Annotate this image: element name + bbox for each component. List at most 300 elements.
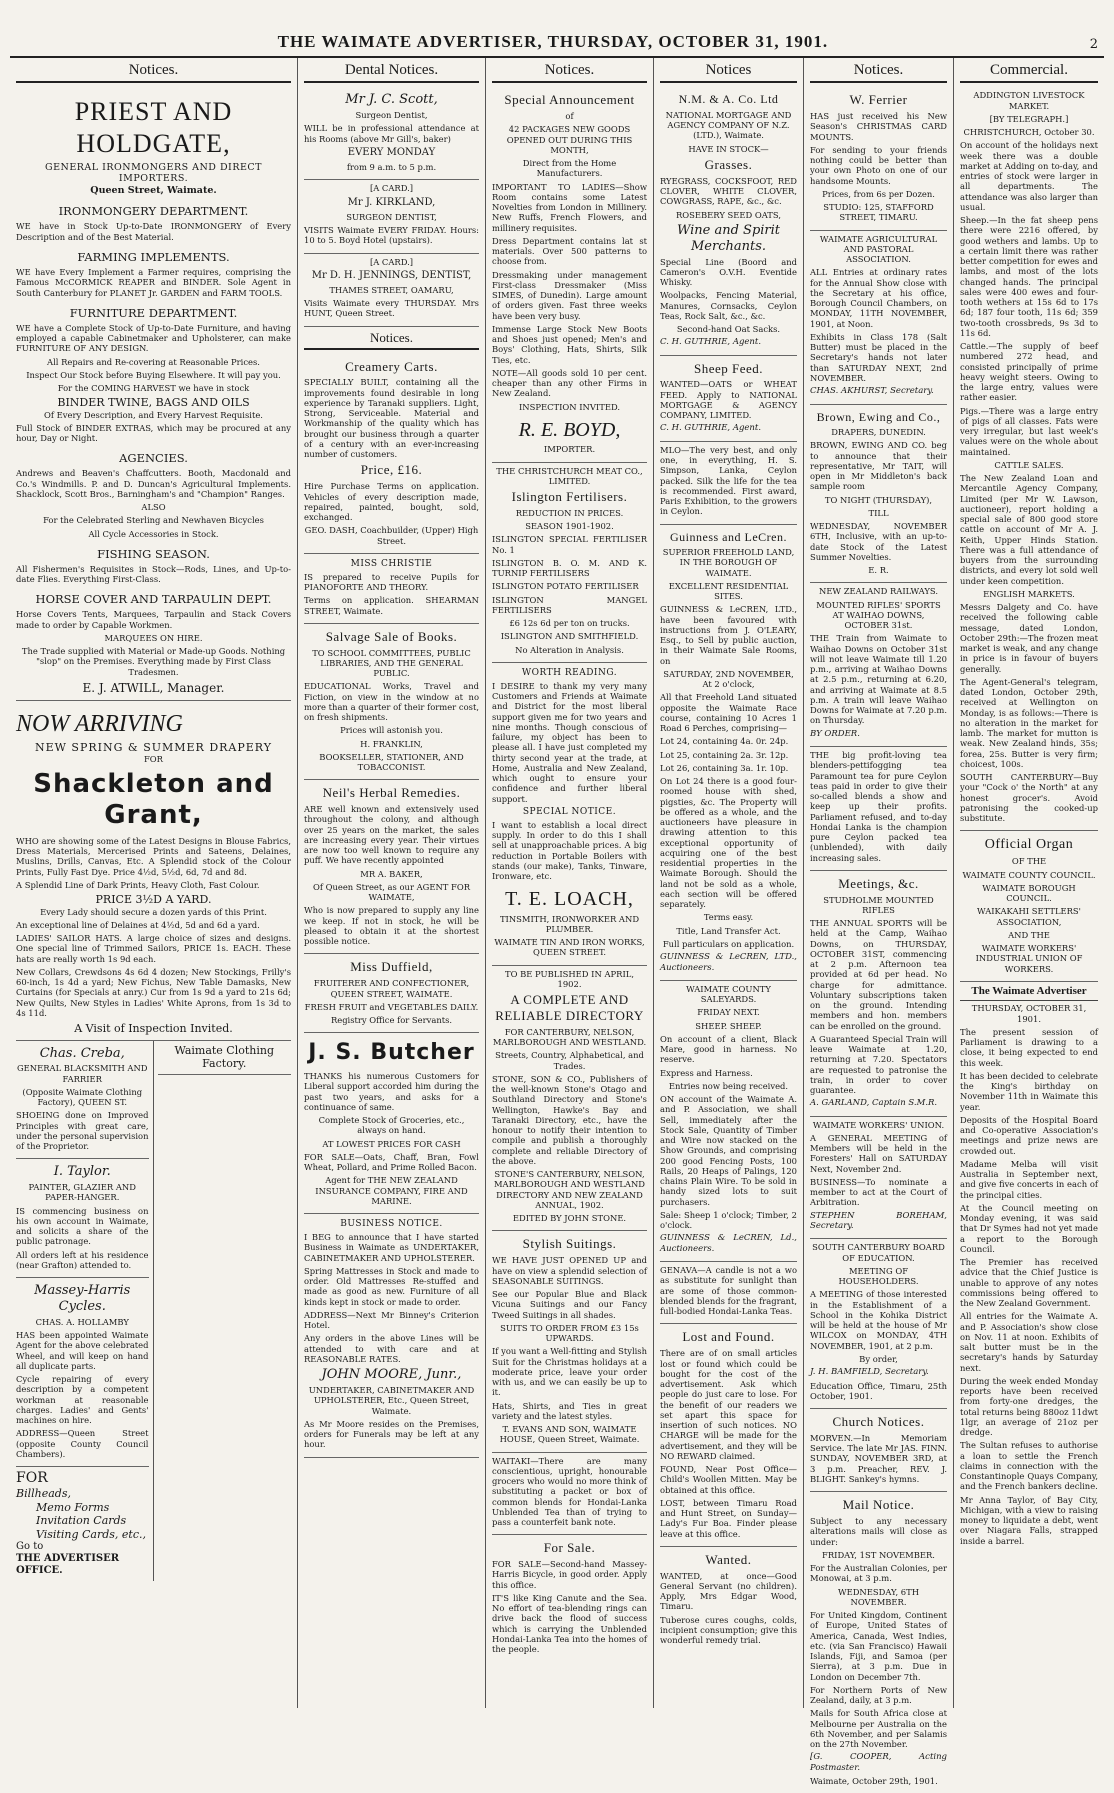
printing-item-1: Billheads, bbox=[16, 1487, 71, 1501]
column-notices-1 bbox=[10, 58, 298, 1708]
duffield-registry: Registry Office for Servants. bbox=[330, 1015, 453, 1026]
loach-name: T. E. LOACH, bbox=[505, 888, 634, 911]
grasses-heading: Grasses. bbox=[704, 156, 753, 172]
stylish-suitings-ad bbox=[492, 1231, 647, 1452]
dept-ironmongery: IRONMONGERY DEPARTMENT. bbox=[58, 204, 249, 219]
printing-item-3: Invitation Cards bbox=[36, 1514, 127, 1528]
christie-ad bbox=[304, 554, 479, 624]
householders-heading: MEETING OF HOUSEHOLDERS. bbox=[838, 1265, 919, 1287]
guinness-heading: Guinness and LeCren. bbox=[670, 529, 787, 544]
stylish-text-2: See our Popular Blue and Black Vicuna Suitings and our Fancy Tweed Suitings in all shades. bbox=[492, 1289, 647, 1320]
householders-text: A MEETING of those interested in the Establishment of a School in the Kohika District will be held at the house of Mr WILCOX on MONDAY, 4TH NOVEMBER, 1901, at 2 p.m. bbox=[810, 1289, 947, 1351]
mail-ad bbox=[810, 1492, 947, 1793]
massey-harris-ad bbox=[16, 1278, 149, 1467]
business-address: ADDRESS—Next Mr Binney's Criterion Hotel. bbox=[304, 1309, 479, 1331]
price-note: Every Lady should secure a dozen yards of this Print. bbox=[40, 906, 267, 917]
editorial-9: The Sultan refuses to authorise a loan to settle the French claims in connection with the Constantinople Quays Company, and the French bankers decline. bbox=[960, 1440, 1098, 1492]
brown-ewing-ad bbox=[810, 405, 947, 584]
studio-address: STUDIO: 125, STAFFORD STREET, TIMARU. bbox=[823, 202, 934, 223]
column-header: Notices. bbox=[492, 61, 647, 83]
lost-found-heading: Lost and Found. bbox=[682, 1329, 775, 1345]
worth-text: I DESIRE to thank my very many Customers and Friends at Waimate and District for the most liberal support given me for two years and nine months. Though conscious of failure, my object has been to please all. I have just completed my thirty second year at the trade, at Home, Australia and New Zealand, which ought to ensure your confidence and further liberal support. bbox=[492, 680, 647, 804]
cattle-sales-text: The New Zealand Loan and Mercantile Agency Company, Limited (per Mr W. Lawson, auctioneer), report holding a special sale of 800 good store cattle on account of Mr A. J. Keith, Upper Hinds Station. There was a full attendance of buyers from the surrounding districts, and every lot sold well under keen competition. bbox=[960, 473, 1098, 586]
market-heading: ADDINGTON LIVESTOCK MARKET. bbox=[973, 90, 1085, 111]
smithfield: ISLINGTON AND SMITHFIELD. bbox=[500, 631, 639, 642]
printing-for: FOR bbox=[16, 1470, 48, 1487]
editorial-3: Deposits of the Hospital Board and Co-operative Association's meetings and prize news are crowded out. bbox=[960, 1114, 1098, 1156]
duffield-text: FRESH FRUIT and VEGETABLES DAILY. bbox=[304, 1001, 479, 1012]
page-number: 2 bbox=[1089, 37, 1098, 52]
business-notice-ad bbox=[304, 1214, 479, 1457]
guinness-text-2: All that Freehold Land situated opposite the Waimate Race course, containing 10 Acres 1 Road 6 Perches, comprising— bbox=[660, 692, 797, 734]
english-text-2: The Agent-General's telegram, dated London, October 29th, received at Wellington on Monday, is as follows:—There is no alteration in the market for lamb. The market for mutton is weak. New Zealand hinds, 35s; forea, 25s. Butter is very firm; choicest, 100s. bbox=[960, 676, 1098, 769]
brown-text: BROWN, EWING AND CO. beg to announce that their representative, Mr TAIT, will open in Mr Middleton's back sample room bbox=[810, 440, 947, 492]
mail-date: Waimate, October 29th, 1901. bbox=[810, 1775, 938, 1786]
creba-name: Chas. Creba, bbox=[39, 1045, 125, 1061]
edited-by: EDITED BY JOHN STONE. bbox=[512, 1213, 627, 1224]
sheep-feed-ad bbox=[660, 356, 797, 442]
title-note: Title, Land Transfer Act. bbox=[676, 925, 781, 936]
suits-price: SUITS TO ORDER FROM £3 15s UPWARDS. bbox=[500, 1322, 639, 1344]
wap-text-2: Exhibits in Class 178 (Salt Butter) must be placed in the Secretary's hands not later than SATURDAY NEXT, 2nd NOVEMBER. bbox=[810, 331, 947, 383]
church-heading: Church Notices. bbox=[832, 1414, 925, 1430]
wanted-text: WANTED, at once—Good General Servant (no children). Apply, Mrs Edgar Wood, Timaru. bbox=[660, 1570, 797, 1612]
stylish-heading: Stylish Suitings. bbox=[522, 1236, 617, 1252]
kirkland-ad bbox=[304, 180, 479, 253]
baker-sub: Of Queen Street, as our AGENT FOR WAIMATE, bbox=[312, 881, 471, 903]
new-goods-line: New Collars, Crewdsons 4s 6d 4 dozen; New Stockings, Frilly's 60-inch, 1s 4d a yard; New Fichus, New Table Damasks, New Curtains (for Specials at anry.) Cur from 1s 9d a yard to 21s 6d; New Quilts, New Styles in Ladies' White Aprons, from 1s 3d to 4s 11d. bbox=[16, 966, 291, 1018]
reduction: REDUCTION IN PRICES. bbox=[515, 507, 624, 518]
clothing-factory-heading: Waimate Clothing Factory. bbox=[174, 1043, 275, 1070]
note-text: NOTE—All goods sold 10 per cent. cheaper than any other Firms in New Zealand. bbox=[492, 367, 647, 399]
directory-sub: Streets, Country, Alphabetical, and Trades. bbox=[495, 1050, 644, 1071]
marquees-hire: MARQUEES ON HIRE. bbox=[104, 632, 203, 643]
printing-item-2: Memo Forms bbox=[36, 1500, 110, 1514]
massey-heading: Massey-Harris Cycles. bbox=[34, 1283, 131, 1315]
jennings-ad bbox=[304, 254, 479, 327]
horse-cover-text: Horse Covers Tents, Marquees, Tarpaulin and Stack Covers made to order by Capable Workmen. bbox=[16, 609, 291, 630]
trade-note: The Trade supplied with Material or Made-up Goods. Nothing "slop" on the Premises. Everything made by First Class Tradesmen. bbox=[21, 646, 286, 677]
mail-heading: Mail Notice. bbox=[842, 1497, 915, 1513]
now-arriving-heading: NOW ARRIVING bbox=[16, 710, 183, 737]
massey-agent: CHAS. A. HOLLAMBY bbox=[35, 1316, 129, 1327]
railways-ad bbox=[810, 583, 947, 747]
moore-sub: UNDERTAKER, CABINETMAKER AND UPHOLSTERER, Etc., Queen Street, Waimate. bbox=[308, 1385, 475, 1416]
creba-ad bbox=[16, 1041, 149, 1160]
english-markets-heading: ENGLISH MARKETS. bbox=[983, 588, 1075, 599]
fertiliser-3: ISLINGTON POTATO FERTILISER bbox=[492, 581, 639, 592]
wine-text: Special Line (Boord and Cameron's O.V.H. Eventide Whisky. bbox=[660, 256, 797, 287]
organ-4: WAIMATE WORKERS' INDUSTRIAL UNION OF WORKERS. bbox=[975, 943, 1083, 974]
editorial-1: The present session of Parliament is drawing to a close, it being expected to end this week. bbox=[960, 1026, 1098, 1068]
second-hand-sacks: Second-hand Oat Sacks. bbox=[676, 324, 781, 334]
creba-address: (Opposite Waimate Clothing Factory), QUEEN ST. bbox=[22, 1086, 143, 1108]
auctioneer-signature-2: GUINNESS & LeCREN, Ld., Auctioneers. bbox=[660, 1233, 797, 1254]
harvest-intro: For the COMING HARVEST we have in stock bbox=[57, 383, 250, 394]
shackleton-grant-name: Shackleton and Grant, bbox=[33, 768, 274, 831]
dept-furniture: FURNITURE DEPARTMENT. bbox=[69, 305, 238, 320]
delaines-line: An exceptional line of Delaines at 4½d, 5d and 6d a yard. bbox=[16, 919, 260, 930]
have-in-stock: HAVE IN STOCK— bbox=[688, 143, 769, 154]
fertiliser-heading: Islington Fertilisers. bbox=[511, 489, 628, 505]
dress-text: Dress Department contains lat st materials. Over 500 patterns to choose from. bbox=[492, 235, 647, 267]
special-direct: Direct from the Home Manufacturers. bbox=[522, 158, 617, 179]
butcher-heading: J. S. Butcher bbox=[308, 1040, 475, 1066]
and-the: AND THE bbox=[1008, 929, 1050, 940]
found-notice: FOUND, Near Post Office—Child's Woollen Mitten. May be obtained at this office. bbox=[660, 1464, 797, 1495]
brown-sub: DRAPERS, DUNEDIN. bbox=[831, 427, 926, 438]
er-mark: E. R. bbox=[868, 565, 889, 576]
season: SEASON 1901-1902. bbox=[525, 521, 614, 532]
mlo-ad bbox=[660, 442, 797, 525]
editorial-5: At the Council meeting on Monday evening, it was said that Dr Symes had not yet made a report to the Borough Council. bbox=[960, 1202, 1098, 1254]
organ-1: WAIMATE COUNTY COUNCIL. bbox=[962, 869, 1096, 880]
stone-text: STONE, SON & CO., Publishers of the well-known Stone's Otago and Southland Directory and Stone's Wellington, Hawke's Bay and Taranaki Directory, etc., have the honour to notify their intention to compile and publish a thoroughly complete and reliable Directory of the above. bbox=[492, 1073, 647, 1166]
fertiliser-price: £6 12s 6d per ton on trucks. bbox=[509, 618, 630, 629]
books-to: TO SCHOOL COMMITTEES, PUBLIC LIBRARIES, AND THE GENERAL PUBLIC. bbox=[312, 647, 471, 679]
lost-found-text: There are of on small articles lost or found which could be bought for the cost of the advertisement. Ask which people do just care to lose. For the benefit of our readers we set apart this space for insertion of such notices. NO CHARGE will be made for the advertisement, and they will be NO REWARD claimed. bbox=[660, 1348, 797, 1461]
editorial-date: THURSDAY, OCTOBER 31, 1901. bbox=[971, 1003, 1087, 1024]
creba-trade: GENERAL BLACKSMITH AND FARRIER bbox=[16, 1063, 148, 1084]
special-notice-text: I want to establish a local direct supply. In order to do this I shall sell at unapproachable prices. A big reduction in Portable Boilers with stands (our make), Tanks, Tinware, Ironware, etc. bbox=[492, 819, 647, 882]
creamery-text: SPECIALLY BUILT, containing all the improvements found desirable in long experience by Taranaki suppliers. Light, Strong, Serviceable. Material and Workmanship of the quality which has brought our business through a quarter of a century with an ever-increasing number of customers. bbox=[304, 377, 479, 460]
tonight: TO NIGHT (THURSDAY), bbox=[824, 494, 933, 505]
bicycles-text: For the Celebrated Sterling and Newhaven Bicycles bbox=[43, 515, 264, 526]
cooper-signature: [G. COOPER, Acting Postmaster. bbox=[810, 1752, 947, 1773]
christchurch-date: CHRISTCHURCH, October 30. bbox=[963, 127, 1095, 138]
creamery-price: Price, £16. bbox=[360, 462, 423, 478]
kirkland-card: [A CARD.] bbox=[369, 183, 414, 194]
special-heading: Special Announcement bbox=[504, 92, 635, 108]
massey-text: HAS been appointed Waimate Agent for the above celebrated Wheel, and will keep on hand all duplicate parts. bbox=[16, 1330, 149, 1371]
by-order-2: By order, bbox=[859, 1353, 898, 1364]
waitaki-ad bbox=[492, 1453, 647, 1536]
baker-name: MR A. BAKER, bbox=[360, 868, 423, 879]
taylor-text-2: All orders left at his residence (near Grafton) attended to. bbox=[16, 1249, 149, 1270]
jennings-text: Visits Waimate every THURSDAY. Mrs HUNT, Queen Street. bbox=[304, 298, 479, 319]
jennings-name: Mr D. H. JENNINGS, DENTIST, bbox=[311, 269, 472, 281]
want-text: If you want a Well-fitting and Stylish Suit for the Christmas holidays at a moderate price, leave your order with us, and we can easily be up to it. bbox=[492, 1346, 647, 1398]
neil-ad bbox=[304, 780, 479, 954]
pigs-report: Pigs.—There was a large entry of pigs of all classes. Fats were very irregular, but last week's values were on the whole about maintained. bbox=[960, 405, 1098, 457]
tuberose-text: Tuberose cures coughs, colds, incipient consumption; give this wonderful remedy trial. bbox=[660, 1614, 797, 1646]
railways-text: THE Train from Waimate to Waihao Downs on October 31st will not leave Waimate till 1.20 p.m., arriving at Waihao Downs at 2.5 p.m., returning at 6.20, and arriving at Waimate at 8.5 p.m. A train will leave Waihao Downs for Waimate at 7.20 p.m. on Thursday. bbox=[810, 633, 947, 726]
akhurst-signature: CHAS. AKHURST, Secretary. bbox=[810, 386, 934, 397]
waitaki-text: WAITAKI—There are many conscientious, upright, honourable grocers who would no more think of substituting a packet or box of common blends for Hondai-Lanka Unblended Tea than of trying to pass a counterfeit bank note. bbox=[492, 1455, 647, 1528]
editorial bbox=[960, 982, 1098, 1553]
firm-address: Queen Street, Waimate. bbox=[90, 184, 217, 196]
saleyards-text-2: Express and Harness. bbox=[660, 1067, 753, 1078]
shackleton-grant-ad bbox=[16, 701, 291, 1041]
education-ad bbox=[810, 1239, 947, 1409]
butcher-stock: Complete Stock of Groceries, etc., always on hand. bbox=[318, 1115, 465, 1136]
duffield-heading: Miss Duffield, bbox=[350, 959, 433, 975]
business-text-3: Any orders in the above Lines will be attended to with care and at REASONABLE RATES. bbox=[304, 1333, 479, 1364]
genava-text: GENAVA—A candle is not a wo as substitute for sunlight than are some of those common-blended blends for the fragrant, full-bodied Hondai-Lanka Teas. bbox=[660, 1265, 797, 1317]
price-heading: PRICE 3½D A YARD. bbox=[95, 893, 212, 907]
organ-2: WAIMATE BOROUGH COUNCIL. bbox=[982, 882, 1076, 904]
guinness-text-3: On Lot 24 there is a good four-roomed house with shed, pigsties, &c. The Property will be offered as a whole, and the auctioneers have pleasure in drawing attention to this exceptional opportunity of acquiring one of the best residential properties in the Waimate Borough. Should the land not be sold as a whole, each section will be offered separately. bbox=[660, 776, 797, 910]
moore-name: JOHN MOORE, Junr., bbox=[321, 1367, 462, 1383]
moore-text: As Mr Moore resides on the Premises, orders for Funerals may be left at any hour. bbox=[304, 1418, 479, 1450]
meat-co: THE CHRISTCHURCH MEAT CO., LIMITED. bbox=[496, 465, 643, 486]
books-prices: Prices will astonish you. bbox=[340, 725, 443, 736]
business-text: I BEG to announce that I have started Business in Waimate as UNDERTAKER, CABINETMAKER AND UPHOLSTERER. bbox=[304, 1232, 479, 1263]
scott-time: from 9 a.m. to 5 p.m. bbox=[346, 162, 437, 173]
masthead-title: THE WAIMATE ADVERTISER, THURSDAY, OCTOBER 31, 1901. bbox=[277, 32, 829, 51]
ferrier-ad bbox=[810, 87, 947, 230]
firm-subtitle: GENERAL IRONMONGERS AND DIRECT IMPORTERS. bbox=[44, 161, 263, 185]
column-dental bbox=[298, 58, 486, 1708]
directory-for: FOR CANTERBURY, NELSON, MARLBOROUGH AND WESTLAND. bbox=[492, 1026, 647, 1048]
baker-text: Who is now prepared to supply any line we keep. If not in stock, he will be pleased to obtain it at the shortest possible notice. bbox=[304, 905, 479, 947]
boyd-ad bbox=[492, 87, 647, 462]
books-text: EDUCATIONAL Works, Travel and Fiction, on view in the window at no more than a quarter of their former cost, on fresh shipments. bbox=[304, 681, 479, 723]
insurance-agent: Agent for THE NEW ZEALAND INSURANCE COMPANY, FIRE AND MARINE. bbox=[315, 1175, 468, 1206]
also-label: ALSO bbox=[141, 502, 166, 513]
of-the: OF THE bbox=[1011, 856, 1047, 867]
editorial-8: During the week ended Monday reports have been received from forty-one dredges, the total returns being 880oz 11dwt 1lgr, an average of 21oz per dredge. bbox=[960, 1375, 1098, 1438]
dressmaking-text: Dressmaking under management First-class Dressmaker (Miss SIMES, of Dunedin). Large amount of orders given. Fast three weeks have been very busy. bbox=[492, 269, 647, 321]
taylor-name: I. Taylor. bbox=[53, 1164, 111, 1180]
cycle-accessories: All Cycle Accessories in Stock. bbox=[88, 528, 219, 539]
big-profit-ad bbox=[810, 747, 947, 871]
directory-ad bbox=[492, 966, 647, 1232]
scott-day: EVERY MONDAY bbox=[347, 146, 436, 158]
agencies-text: Andrews and Beaven's Chaffcutters. Booth, Macdonald and Co.'s Windmills. P. and D. Duncan's Agricultural Implements. Shacklock, Scott Bros., Barningham's and "Champion" Ranges. bbox=[16, 468, 291, 499]
jennings-card: [A CARD.] bbox=[369, 256, 414, 267]
fertiliser-2: ISLINGTON B. O. M. AND K. TURNIP FERTILISERS bbox=[492, 557, 647, 579]
guinness-sub: SUPERIOR FREEHOLD LAND, IN THE BOROUGH OF WAIMATE. bbox=[662, 547, 795, 578]
education-office: Education Office, Timaru, 25th October, 1901. bbox=[810, 1380, 947, 1401]
studholme-heading: STUDHOLME MOUNTED RIFLES bbox=[823, 894, 934, 915]
mail-friday: FRIDAY, 1ST NOVEMBER. bbox=[822, 1549, 935, 1560]
publish-date: TO BE PUBLISHED IN APRIL, 1902. bbox=[505, 968, 634, 989]
king-canute-text: IT'S like King Canute and the Sea. No effort of tea-blending rings can drive back the flood of success which is carrying the Unblended Hondai-Lanka Tea into the homes of the people. bbox=[492, 1592, 647, 1655]
wap-heading: WAIMATE AGRICULTURAL AND PASTORAL ASSOCIATION. bbox=[819, 233, 938, 265]
special-notice-heading: SPECIAL NOTICE. bbox=[522, 806, 617, 817]
railways-heading: NEW ZEALAND RAILWAYS. bbox=[818, 586, 939, 597]
guinness-ad bbox=[660, 525, 797, 981]
goto-label: Go to bbox=[16, 1540, 44, 1552]
jennings-address: THAMES STREET, OAMARU, bbox=[329, 284, 454, 295]
brown-heading: Brown, Ewing and Co., bbox=[816, 409, 941, 424]
scott-name: Mr J. C. Scott, bbox=[345, 92, 438, 108]
advertiser-office: THE ADVERTISER OFFICE. bbox=[16, 1553, 120, 1577]
business-text-2: Spring Mattresses in Stock and made to order. Old Mattresses Re-stuffed and made as good as new. Furniture of all kinds kept in stock or made to order. bbox=[304, 1265, 479, 1307]
nma-ad bbox=[660, 87, 797, 355]
visit-invited: A Visit of Inspection Invited. bbox=[74, 1022, 233, 1036]
paper-title: The Waimate Advertiser bbox=[960, 985, 1098, 1001]
scott-title: Surgeon Dentist, bbox=[355, 110, 428, 121]
fertiliser-ad bbox=[492, 463, 647, 663]
masthead bbox=[10, 14, 1104, 58]
saleyards-heading: WAIMATE COUNTY SALEYARDS. bbox=[686, 983, 771, 1005]
terms-easy: Terms easy. bbox=[703, 912, 754, 923]
worth-heading: WORTH READING. bbox=[521, 667, 618, 678]
creba-text: SHOEING done on Improved Principles with great care, under the personal supervision of the Proprietor. bbox=[16, 1110, 149, 1152]
fertiliser-4: ISLINGTON MANGEL FERTILISERS bbox=[492, 594, 647, 615]
wine-text-2: Woolpacks, Fencing Material, Manures, Cornsacks, Ceylon Teas, Rock Salt, &c., &c. bbox=[660, 290, 797, 321]
column-header: Dental Notices. bbox=[304, 61, 479, 83]
column-notices-4 bbox=[654, 58, 804, 1708]
wap-ad bbox=[810, 231, 947, 405]
lot-25: Lot 25, containing 2a. 3r. 12p. bbox=[660, 749, 789, 760]
evans-signature: T. EVANS AND SON, WAIMATE HOUSE, Queen Street, Waimate. bbox=[499, 1424, 640, 1445]
taylor-text: IS commencing business on his own account in Waimate, and solicits a share of the public patronage. bbox=[16, 1205, 149, 1247]
column-header: Commercial. bbox=[960, 61, 1098, 83]
editorial-4: Madame Melba will visit Australia in September next, and give five concerts in each of the principal cities. bbox=[960, 1158, 1098, 1200]
lost-found-ad bbox=[660, 1324, 797, 1546]
wanted-ad bbox=[660, 1547, 797, 1653]
spring-summer-drapery: NEW SPRING & SUMMER DRAPERY bbox=[34, 740, 273, 754]
repairs-note: All Repairs and Re-covering at Reasonable Prices. bbox=[47, 356, 260, 367]
wwu-heading: WAIMATE WORKERS' UNION. bbox=[812, 1119, 945, 1130]
special-train: A Guaranteed Special Train will leave Waimate at 1.20, returning at 7.20. Spectators are requested to patronise the train, in order to cover guarantee. bbox=[810, 1033, 947, 1096]
butcher-lowest: AT LOWEST PRICES FOR CASH bbox=[322, 1138, 461, 1149]
creamery-heading: Creamery Carts. bbox=[345, 358, 438, 374]
column-1-lower bbox=[16, 1041, 291, 1582]
taylor-trade: PAINTER, GLAZIER AND PAPER-HANGER. bbox=[28, 1182, 136, 1203]
boreham-signature: STEPHEN BOREHAM, Secretary. bbox=[810, 1210, 947, 1232]
dept-farming-text: WE have Every Implement a Farmer requires, comprising the Famous McCORMICK REAPER and BINDER. Sole Agent in South Canterbury for PLANET Jr. GARDEN and FARM TOOLS. bbox=[16, 267, 291, 298]
creamery-price-text: Hire Purchase Terms on application. Vehicles of every description made, repaired, painted, bought, sold, exchanged. bbox=[304, 481, 479, 523]
sale-times: Sale: Sheep 1 o'clock; Timber, 2 o'clock. bbox=[660, 1209, 797, 1231]
clothing-factory-ad bbox=[158, 1041, 292, 1076]
manager-signature: E. J. ATWILL, Manager. bbox=[82, 680, 225, 695]
lot-24: Lot 24, containing 4a. 0r. 24p. bbox=[660, 736, 789, 747]
till: TILL bbox=[868, 507, 889, 518]
full-particulars: Full particulars on application. bbox=[662, 938, 795, 949]
books-ad bbox=[304, 624, 479, 781]
franklin-name: H. FRANKLIN, bbox=[360, 738, 423, 749]
guinness-date: SATURDAY, 2ND NOVEMBER, At 2 o'clock, bbox=[663, 668, 794, 690]
priest-holdgate-ad bbox=[16, 87, 291, 700]
wine-heading: Wine and Spirit Merchants. bbox=[676, 222, 781, 254]
dept-ironmongery-text: WE have in Stock Up-to-Date IRONMONGERY of Every Description and of the Best Material. bbox=[16, 221, 291, 242]
official-heading: Official Organ bbox=[984, 837, 1074, 853]
sports-text: THE ANNUAL SPORTS will be held at the Camp, Waihao Downs, on THURSDAY, OCTOBER 31ST, commencing at 2 p.m. Afternoon tea provided at 6d per head. No charge for admittance. Voluntary subscriptions taken on the ground. Intending members and hon. members can be enrolled on the ground. bbox=[810, 918, 947, 1031]
mail-wednesday: WEDNESDAY, 6TH NOVEMBER. bbox=[837, 1586, 920, 1607]
sheep-sheep: SHEEP. SHEEP. bbox=[695, 1020, 762, 1031]
column-header: Notices. bbox=[810, 61, 947, 83]
stylish-text: WE HAVE JUST OPENED UP and have on view a splendid selection of SEASONABLE SUITINGS. bbox=[492, 1255, 647, 1286]
editorial-10: Mr Anna Taylor, of Bay City, Michigan, with a view to raising money to liquidate a debt, went over Niagara Falls, strapped inside a barrel. bbox=[960, 1494, 1098, 1546]
garland-signature: A. GARLAND, Captain S.M.R. bbox=[810, 1098, 938, 1109]
church-text: MORVEN.—In Memoriam Service. The late Mr JAS. FINN. SUNDAY, NOVEMBER 3RD, at 3 p.m. Preacher, REV. J. BLIGHT. Sankey's hymns. bbox=[810, 1432, 947, 1484]
genava-ad bbox=[660, 1262, 797, 1324]
wanted-heading: Wanted. bbox=[705, 1551, 752, 1567]
printing-item-4: Visiting Cards, etc., bbox=[36, 1527, 146, 1541]
cattle-report: Cattle.—The supply of beef numbered 272 head, and consisted principally of prime heavy weight steers. Owing to the large entry, values were rather easier. bbox=[960, 341, 1098, 403]
kirkland-name: Mr J. KIRKLAND, bbox=[347, 196, 436, 208]
cattle-sales-heading: CATTLE SALES. bbox=[994, 459, 1064, 470]
nma-sub: NATIONAL MORTGAGE AND AGENCY COMPANY OF N.Z. (LTD.), Waimate. bbox=[665, 109, 792, 141]
for-sale-ad bbox=[492, 1535, 647, 1661]
stones-title: STONE'S CANTERBURY, NELSON, MARLBOROUGH AND WESTLAND DIRECTORY AND NEW ZEALAND ANNUAL, 1902. bbox=[493, 1169, 645, 1210]
meetings-heading: Meetings, &c. bbox=[838, 875, 919, 891]
grasses-text: RYEGRASS, COCKSFOOT, RED CLOVER, WHITE CLOVER, COWGRASS, RAPE, &c., &c. bbox=[660, 175, 797, 207]
christie-text: IS prepared to receive Pupils for PIANOFORTE AND THEORY. bbox=[304, 571, 479, 593]
wwu-business: BUSINESS—To nominate a member to act at the Court of Arbitration. bbox=[810, 1176, 947, 1208]
scott-text: WILL be in professional attendance at his Rooms (above Mr Gill's, baker) bbox=[304, 123, 479, 144]
column-1-lower-right bbox=[154, 1041, 292, 1582]
lost-notice: LOST, between Timaru Road and Hunt Street, on Sunday—Lady's Fur Boa. Finder please leave at this office. bbox=[660, 1497, 797, 1539]
mail-1: For the Australian Colonies, per Monowai, at 3 p.m. bbox=[810, 1563, 947, 1584]
saleyards-ad bbox=[660, 981, 797, 1262]
column-header: Notices. bbox=[16, 61, 291, 83]
big-profit-text: THE big profit-loving tea blenders-pettifogging tea Paramount tea for pure Ceylon teas paid in order to give their so-called blends a show and keep up their profits. Parliament refused, and to-day Hondai Lanka is the champion pure Ceylon packed tea (unblended), with daily increasing sales. bbox=[810, 750, 947, 863]
for-sale-heading: For Sale. bbox=[543, 1540, 596, 1556]
ferrier-text-2: For sending to your friends nothing could be better than your own Photo on one of our handsome Mounts. bbox=[810, 144, 947, 186]
by-order: BY ORDER. bbox=[810, 728, 860, 739]
creamery-ad bbox=[304, 354, 479, 554]
meetings-ad bbox=[810, 871, 947, 1117]
directory-heading: A COMPLETE AND RELIABLE DIRECTORY bbox=[495, 992, 644, 1024]
sailor-hats-line: LADIES' SAILOR HATS. A large choice of sizes and designs. One special line of Trimmed Sailors, PRICE 1s. EACH. These hats are really worth 1s 9d each. bbox=[16, 933, 291, 964]
scb-heading: SOUTH CANTERBURY BOARD OF EDUCATION. bbox=[812, 1242, 945, 1263]
ferrier-heading: W. Ferrier bbox=[849, 92, 908, 108]
guinness-sub-2: EXCELLENT RESIDENTIAL SITES. bbox=[668, 580, 789, 602]
inspection-invited: INSPECTION INVITED. bbox=[518, 401, 621, 412]
fertiliser-1: ISLINGTON SPECIAL FERTILISER No. 1 bbox=[492, 534, 647, 555]
mail-2: For United Kingdom, Continent of Europe, United States of America, Canada, West Indies, etc. (via San Francisco) Hawaii Islands, Fiji, and Samoa (per Sierra), at 3 p.m. Due in London on December 7th. bbox=[810, 1610, 947, 1682]
friday-next: FRIDAY NEXT. bbox=[697, 1007, 760, 1018]
sheep-feed-text: WANTED—OATS or WHEAT FEED. Apply to NATIONAL MORTGAGE & AGENCY COMPANY, LIMITED. bbox=[660, 379, 797, 421]
sc-ad: SOUTH CANTERBURY—Buy your "Cock o' the North" at any honest grocer's. Avoid patronising the cooked-up substitute. bbox=[960, 772, 1098, 824]
rifles-sports: MOUNTED RIFLES' SPORTS AT WAIHAO DOWNS, OCTOBER 31st. bbox=[816, 599, 941, 631]
telegraph: [BY TELEGRAPH.] bbox=[989, 113, 1069, 124]
wwu-ad bbox=[810, 1117, 947, 1240]
wednesday-text: WEDNESDAY, NOVEMBER 6TH, Inclusive, with an up-to-date Stock of the Latest Summer Novelties. bbox=[810, 521, 947, 562]
taylor-ad bbox=[16, 1159, 149, 1278]
mail-text: Subject to any necessary alterations mails will close as under: bbox=[810, 1516, 947, 1547]
kirkland-title: SURGEON DENTIST, bbox=[346, 211, 437, 222]
neil-heading: Neil's Herbal Remedies. bbox=[322, 785, 461, 801]
guthrie-signature-2: C. H. GUTHRIE, Agent. bbox=[660, 423, 762, 434]
massey-address: ADDRESS—Queen Street (opposite County Council Chambers). bbox=[16, 1428, 149, 1459]
market-report bbox=[960, 87, 1098, 831]
agencies-heading: AGENCIES. bbox=[119, 451, 188, 466]
mlo-text: MLO—The very best, and only one, in everything, H. S. Simpson, Lanka, Ceylon packed. Silk the life for the tea is recommended. First award, Paris Exhibition, to the growers in Ceylon. bbox=[660, 444, 797, 517]
no-alteration: No Alteration in Analysis. bbox=[515, 644, 624, 655]
butcher-sale: FOR SALE—Oats, Chaff, Bran, Fowl Wheat, Pollard, and Prime Rolled Bacon. bbox=[304, 1151, 479, 1173]
shackleton-text: WHO are showing some of the Latest Designs in Blouse Fabrics, Dress Materials, Mercerised Prints and Sateens, Delaines, Muslins, Drills, Canvas, Etc. A Splendid stock of the Colour Prints, Fully Fast Dye. Price 4½d, 5½d, 6d, 7d and 8d. bbox=[16, 835, 291, 877]
wap-text: ALL Entries at ordinary rates for the Annual Show close with the Secretary at his office, Borough Council Chambers, on MONDAY, 11TH NOVEMBER, 1901, at Noon. bbox=[810, 267, 947, 329]
for-label: FOR bbox=[144, 754, 163, 765]
lot-26: Lot 26, containing 3a. 1r. 10p. bbox=[660, 762, 789, 773]
sheep-feed-heading: Sheep Feed. bbox=[693, 360, 764, 376]
ferrier-text: HAS just received his New Season's CHRISTMAS CARD MOUNTS. bbox=[810, 111, 947, 142]
for-sale-text: FOR SALE—Second-hand Massey-Harris Bicycle, in good order. Apply this office. bbox=[492, 1559, 647, 1590]
boyd-name: R. E. BOYD, bbox=[518, 418, 621, 441]
official-organ bbox=[960, 831, 1098, 982]
duffield-ad bbox=[304, 954, 479, 1033]
books-heading: Salvage Sale of Books. bbox=[325, 628, 458, 644]
mail-4: Mails for South Africa close at Melbourne per Australia on the 6th November, and per Salamis on the 27th November. bbox=[810, 1708, 947, 1750]
saleyards-text: On account of a client, Black Mare, good in harness. No reserve. bbox=[660, 1033, 797, 1065]
loach-address: WAIMATE TIN AND IRON WORKS, QUEEN STREET. bbox=[494, 937, 645, 958]
business-heading: BUSINESS NOTICE. bbox=[340, 1219, 443, 1230]
guinness-text: GUINNESS & LeCREN, LTD., have been favoured with instructions from J. O'LEARY, Esq., to Sell by public auction, in their Waimate Sale Rooms, on bbox=[660, 604, 797, 666]
column-1-lower-left bbox=[16, 1041, 154, 1582]
column-notices-3 bbox=[486, 58, 654, 1708]
guthrie-signature: C. H. GUTHRIE, Agent. bbox=[660, 337, 762, 348]
hats-text: Hats, Shirts, and Ties in great variety and the latest styles. bbox=[492, 1400, 647, 1421]
dept-farming: FARMING IMPLEMENTS. bbox=[77, 249, 230, 264]
christie-heading: MISS CHRISTIE bbox=[350, 558, 433, 569]
sheep-report: Sheep.—In the fat sheep pens there were 2216 offered, by good wethers and lambs. Up to a certain limit there was rather better competition for ewes and lambs, and most of the lots changed hands. The principal sales were 400 ewes and four-tooth wethers at 15s 6d to 17s 6d; 187 four tooth, 11s 6d; 359 two-tooth crossbreds, 9s 3d to 11s 6d. bbox=[960, 215, 1098, 338]
